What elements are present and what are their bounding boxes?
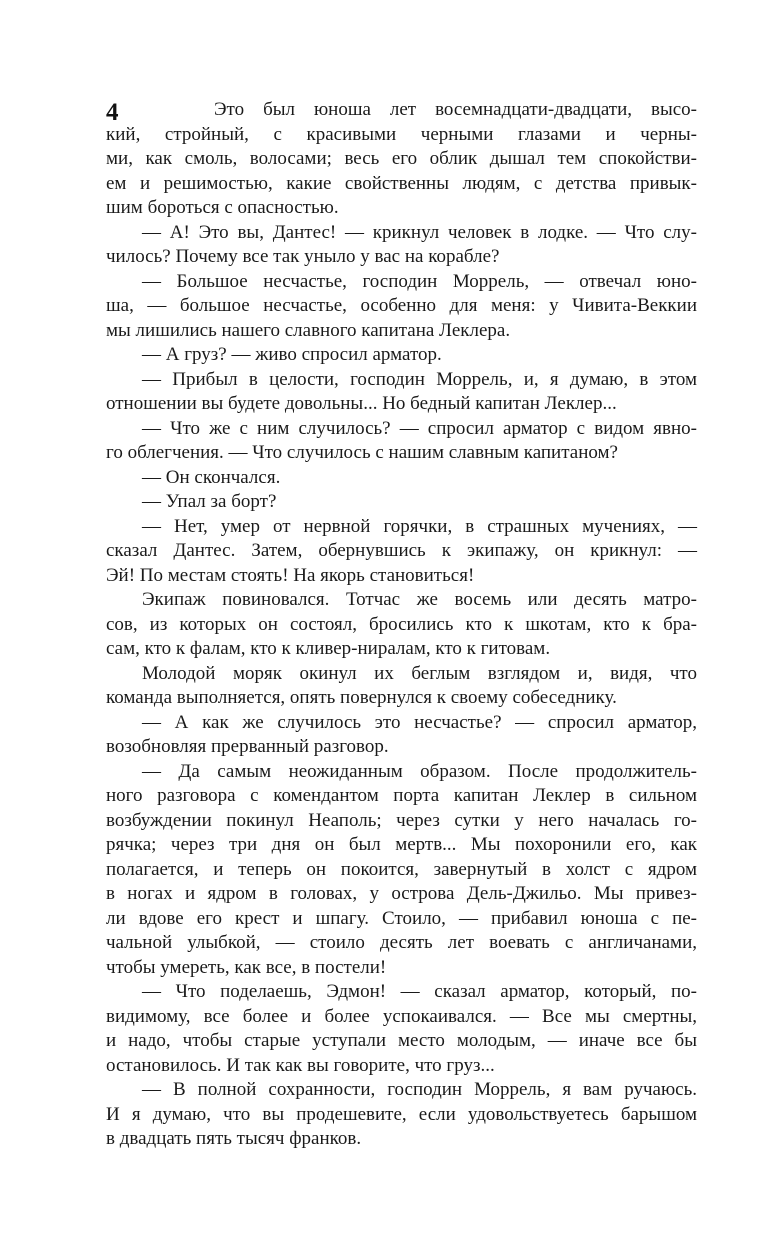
paragraph <box>106 711 697 760</box>
text-line: — Большое несчастье, господин Моррель, — отвечал юно- <box>142 270 697 292</box>
text-line: Эй! По местам стоять! На якорь становиться! <box>106 564 475 586</box>
paragraph <box>106 221 697 270</box>
text-line: — А как же случилось это несчастье? — спросил арматор, <box>142 711 697 733</box>
paragraph <box>106 588 697 662</box>
text-line: сов, из которых он состоял, бросились кто к шкотам, кто к бра- <box>106 613 697 635</box>
page-body <box>106 98 697 1152</box>
paragraph <box>106 343 697 368</box>
text-line: Молодой моряк окинул их беглым взглядом и, видя, что <box>142 662 697 684</box>
paragraph <box>106 662 697 711</box>
paragraph <box>106 417 697 466</box>
paragraph <box>106 466 697 491</box>
text-line: — Да самым неожиданным образом. После продолжитель- <box>142 760 697 782</box>
text-line: — Нет, умер от нервной горячки, в страшных мучениях, — <box>142 515 697 537</box>
text-line: шим бороться с опасностью. <box>106 197 339 218</box>
text-line: чилось? Почему все так уныло у вас на корабле? <box>106 246 500 267</box>
text-line: рячка; через три дня он был мертв... Мы похоронили его, как <box>106 834 697 855</box>
text-line: сам, кто к фалам, кто к кливер-ниралам, кто к гитовам. <box>106 638 551 659</box>
text-line: кий, стройный, с красивыми черными глазами и черны- <box>106 123 697 145</box>
paragraph <box>106 368 697 417</box>
text-line: ного разговора с комендантом порта капитан Леклер в сильном <box>106 785 697 806</box>
paragraph <box>106 98 697 221</box>
paragraph <box>106 515 697 589</box>
text-line: — Прибыл в целости, господин Моррель, и, я думаю, в этом <box>142 368 697 390</box>
text-line: ем и решимостью, какие свойственны людям, с детства привык- <box>106 172 697 194</box>
text-line: — Он скончался. <box>142 466 281 488</box>
text-line: ша, — большое несчастье, особенно для меня: у Чивита-Веккии <box>106 295 697 316</box>
paragraph <box>106 270 697 344</box>
text-line: видимому, все более и более успокаивался. — Все мы смертны, <box>106 1005 697 1027</box>
text-line: И я думаю, что вы продешевите, если удовольствуетесь барышом <box>106 1103 697 1125</box>
text-line: го облегчения. — Что случилось с нашим славным капитаном? <box>106 442 618 463</box>
text-line: ми, как смоль, волосами; весь его облик дышал тем спокойстви- <box>106 148 697 169</box>
page-number: 4 <box>106 99 119 126</box>
text-line: Это был юноша лет восемнадцати-двадцати, высо- <box>214 99 697 120</box>
text-line: — А! Это вы, Дантес! — крикнул человек в лодке. — Что слу- <box>142 221 697 243</box>
text-line: возбуждении покинул Неаполь; через сутки у него началась го- <box>106 809 697 831</box>
text-line: команда выполняется, опять повернулся к своему собеседнику. <box>106 687 617 708</box>
text-line: возобновляя прерванный разговор. <box>106 736 389 757</box>
text-line: Экипаж повиновался. Тотчас же восемь или десять матро- <box>142 589 697 610</box>
text-line: в двадцать пять тысяч франков. <box>106 1128 362 1149</box>
text-line: чальной улыбкой, — стоило десять лет воевать с англичанами, <box>106 932 697 953</box>
text-line: и надо, чтобы старые уступали место молодым, — иначе все бы <box>106 1030 697 1051</box>
text-line: — А груз? — живо спросил арматор. <box>142 344 442 365</box>
paragraph <box>106 1078 697 1152</box>
text-line: мы лишились нашего славного капитана Леклера. <box>106 319 511 341</box>
text-line: ли вдове его крест и шпагу. Стоило, — прибавил юноша с пе- <box>106 907 697 929</box>
text-line: в ногах и ядром в головах, у острова Дель-Джильо. Мы привез- <box>106 883 697 904</box>
text-line: — Упал за борт? <box>142 491 277 512</box>
text-line: сказал Дантес. Затем, обернувшись к экипажу, он крикнул: — <box>106 540 697 561</box>
paragraph <box>106 980 697 1078</box>
text-line: остановилось. И так как вы говорите, что груз... <box>106 1054 495 1076</box>
text-line: — Что же с ним случилось? — спросил арматор с видом явно- <box>142 417 697 439</box>
text-line: — В полной сохранности, господин Моррель, я вам ручаюсь. <box>142 1079 697 1100</box>
text-line: отношении вы будете довольны... Но бедный капитан Леклер... <box>106 393 617 414</box>
text-line: чтобы умереть, как все, в постели! <box>106 956 387 978</box>
text-line: — Что поделаешь, Эдмон! — сказал арматор, который, по- <box>142 981 697 1002</box>
text-line: полагается, и теперь он покоится, завернутый в холст с ядром <box>106 858 697 880</box>
paragraph <box>106 490 697 515</box>
paragraph <box>106 760 697 981</box>
